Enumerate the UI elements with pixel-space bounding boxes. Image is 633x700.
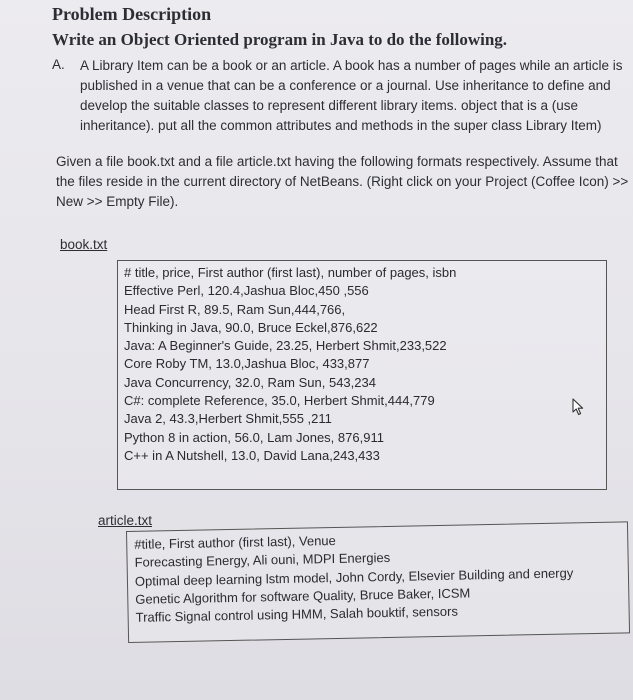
article-line: Genetic Algorithm for software Quality, Bruce Baker, ICSM (135, 585, 471, 607)
book-line: Python 8 in action, 56.0, Lam Jones, 876,911 (124, 429, 384, 445)
book-line: C#: complete Reference, 35.0, Herbert Shmit,444,779 (124, 393, 435, 409)
article-file-contents (126, 521, 630, 643)
book-file-label: book.txt (60, 237, 108, 252)
book-line: # title, price, First author (first last), number of pages, isbn (124, 265, 457, 280)
instruction-text: Write an Object Oriented program in Java to do the following. (52, 30, 508, 49)
article-line: Traffic Signal control using HMM, Salah bouktif, sensors (135, 603, 459, 626)
book-file-contents (117, 260, 607, 490)
article-file-label: article.txt (98, 513, 153, 528)
article-line: Optimal deep learning lstm model, John Cordy, Elsevier Building and energy (134, 565, 574, 589)
book-line: Java 2, 43.3,Herbert Shmit,555 ,211 (124, 411, 332, 427)
book-line: Java Concurrency, 32.0, Ram Sun, 543,234 (124, 374, 376, 390)
book-line: Java: A Beginner's Guide, 23.25, Herbert Shmit,233,522 (124, 338, 447, 354)
article-line: #title, First author (first last), Venue (134, 532, 336, 552)
book-line: C++ in A Nutshell, 13.0, David Lana,243,433 (124, 447, 380, 463)
book-line: Head First R, 89.5, Ram Sun,444,766, (124, 301, 346, 317)
book-line: Effective Perl, 120.4,Jashua Bloc,450 ,556 (124, 283, 369, 299)
book-line: Thinking in Java, 90.0, Bruce Eckel,876,622 (124, 319, 378, 335)
article-line: Forecasting Energy, Ali ouni, MDPI Energies (134, 550, 391, 571)
page-title: Problem Description (52, 4, 212, 24)
file-intro-paragraph: Given a file book.txt and a file article.txt having the following formats respectively. Assume that the files reside in the current directory of NetBeans. (Right click on your Project (Coffee Icon) >> New >> Empty File). (56, 154, 629, 209)
item-marker: A. (52, 57, 65, 72)
item-a-paragraph: A Library Item can be a book or an article. A book has a number of pages while an article is published in a venue that can be a conference or a journal. Use inheritance to define and develop the suitable classes to represent different library items. object that is a (use inheritance). put all the common attributes and methods in the super class Library Item) (80, 58, 623, 133)
mouse-pointer-icon (570, 398, 586, 416)
book-line: Core Roby TM, 13.0,Jashua Bloc, 433,877 (124, 356, 370, 372)
